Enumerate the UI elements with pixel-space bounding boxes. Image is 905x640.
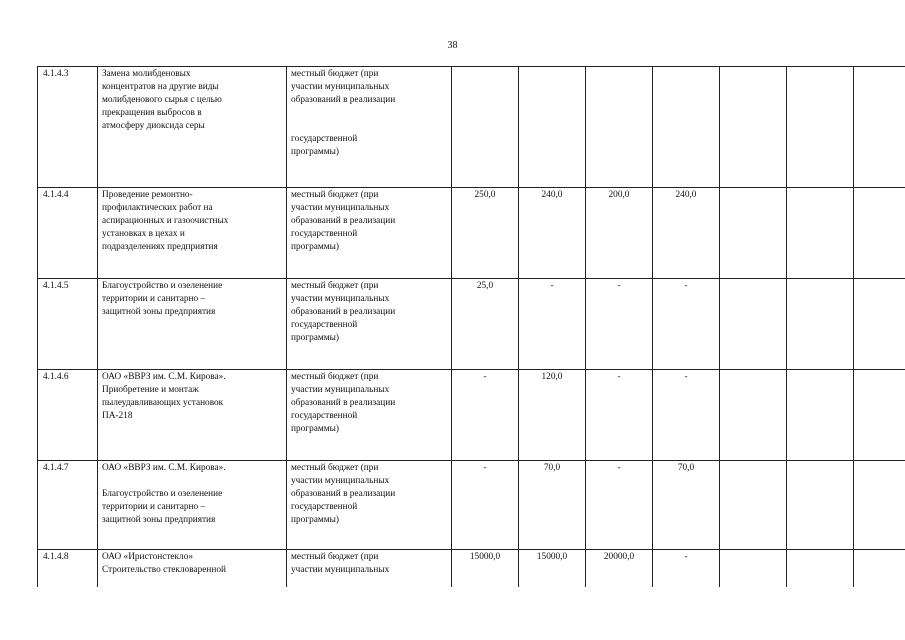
value-cell: - bbox=[586, 370, 653, 461]
value-cell: - bbox=[586, 279, 653, 370]
row-number: 4.1.4.7 bbox=[38, 461, 98, 550]
empty-cell bbox=[854, 461, 905, 550]
value-cell: - bbox=[452, 370, 519, 461]
measure-name: ОАО «ВВРЗ им. С.М. Кирова». Приобретение и монтаж пылеудавливающих установок ПА-218 bbox=[98, 370, 287, 461]
empty-cell bbox=[854, 550, 905, 588]
value-cell: 120,0 bbox=[519, 370, 586, 461]
row-number: 4.1.4.4 bbox=[38, 188, 98, 279]
value-cell bbox=[519, 67, 586, 188]
value-cell: 15000,0 bbox=[519, 550, 586, 588]
empty-cell bbox=[787, 279, 854, 370]
empty-cell bbox=[854, 370, 905, 461]
measure-name: ОАО «ВВРЗ им. С.М. Кирова». Благоустройство и озеленение территории и санитарно – защитной зоны предприятия bbox=[98, 461, 287, 550]
table-row bbox=[38, 461, 905, 550]
value-cell: 240,0 bbox=[653, 188, 720, 279]
value-cell: 15000,0 bbox=[452, 550, 519, 588]
value-cell: - bbox=[653, 550, 720, 588]
page-number: 38 bbox=[447, 40, 458, 51]
measure-name: ОАО «Иристонстекло» Строительство стекловаренной bbox=[98, 550, 287, 588]
empty-cell bbox=[720, 188, 787, 279]
empty-cell bbox=[720, 279, 787, 370]
row-number: 4.1.4.5 bbox=[38, 279, 98, 370]
funding-source: местный бюджет (при участии муниципальных образований в реализации государственной программы) bbox=[287, 461, 452, 550]
table-row bbox=[38, 279, 905, 370]
empty-cell bbox=[720, 370, 787, 461]
empty-cell bbox=[787, 67, 854, 188]
value-cell: - bbox=[653, 279, 720, 370]
value-cell bbox=[653, 67, 720, 188]
row-number: 4.1.4.8 bbox=[38, 550, 98, 588]
table-row bbox=[38, 67, 905, 188]
empty-cell bbox=[720, 461, 787, 550]
value-cell bbox=[586, 67, 653, 188]
empty-cell bbox=[787, 461, 854, 550]
funding-source: местный бюджет (при участии муниципальных образований в реализации государственной программы) bbox=[287, 188, 452, 279]
value-cell: 70,0 bbox=[653, 461, 720, 550]
funding-source: местный бюджет (при участии муниципальных образований в реализации государственной программы) bbox=[287, 370, 452, 461]
measure-name: Благоустройство и озеленение территории и санитарно – защитной зоны предприятия bbox=[98, 279, 287, 370]
row-number: 4.1.4.6 bbox=[38, 370, 98, 461]
value-cell: 70,0 bbox=[519, 461, 586, 550]
table-row bbox=[38, 188, 905, 279]
value-cell bbox=[452, 67, 519, 188]
measure-name: Проведение ремонтно- профилактических работ на аспирационных и газоочистных установках в цехах и подразделениях предприятия bbox=[98, 188, 287, 279]
value-cell: 250,0 bbox=[452, 188, 519, 279]
value-cell: - bbox=[452, 461, 519, 550]
value-cell: 200,0 bbox=[586, 188, 653, 279]
empty-cell bbox=[787, 188, 854, 279]
table-row bbox=[38, 550, 905, 588]
empty-cell bbox=[787, 370, 854, 461]
value-cell: - bbox=[586, 461, 653, 550]
empty-cell bbox=[720, 550, 787, 588]
value-cell: 20000,0 bbox=[586, 550, 653, 588]
row-number: 4.1.4.3 bbox=[38, 67, 98, 188]
table-row bbox=[38, 370, 905, 461]
empty-cell bbox=[854, 67, 905, 188]
funding-source: местный бюджет (при участии муниципальных образований в реализации государственной программы) bbox=[287, 279, 452, 370]
funding-source: местный бюджет (при участии муниципальных образований в реализации государственной программы) bbox=[287, 67, 452, 188]
value-cell: - bbox=[653, 370, 720, 461]
empty-cell bbox=[787, 550, 854, 588]
budget-table bbox=[37, 66, 905, 587]
measure-name: Замена молибденовых концентратов на другие виды молибденового сырья с целью прекращения выбросов в атмосферу диоксида серы bbox=[98, 67, 287, 188]
funding-source: местный бюджет (при участии муниципальных bbox=[287, 550, 452, 588]
empty-cell bbox=[854, 188, 905, 279]
empty-cell bbox=[854, 279, 905, 370]
value-cell: 240,0 bbox=[519, 188, 586, 279]
value-cell: - bbox=[519, 279, 586, 370]
empty-cell bbox=[720, 67, 787, 188]
value-cell: 25,0 bbox=[452, 279, 519, 370]
